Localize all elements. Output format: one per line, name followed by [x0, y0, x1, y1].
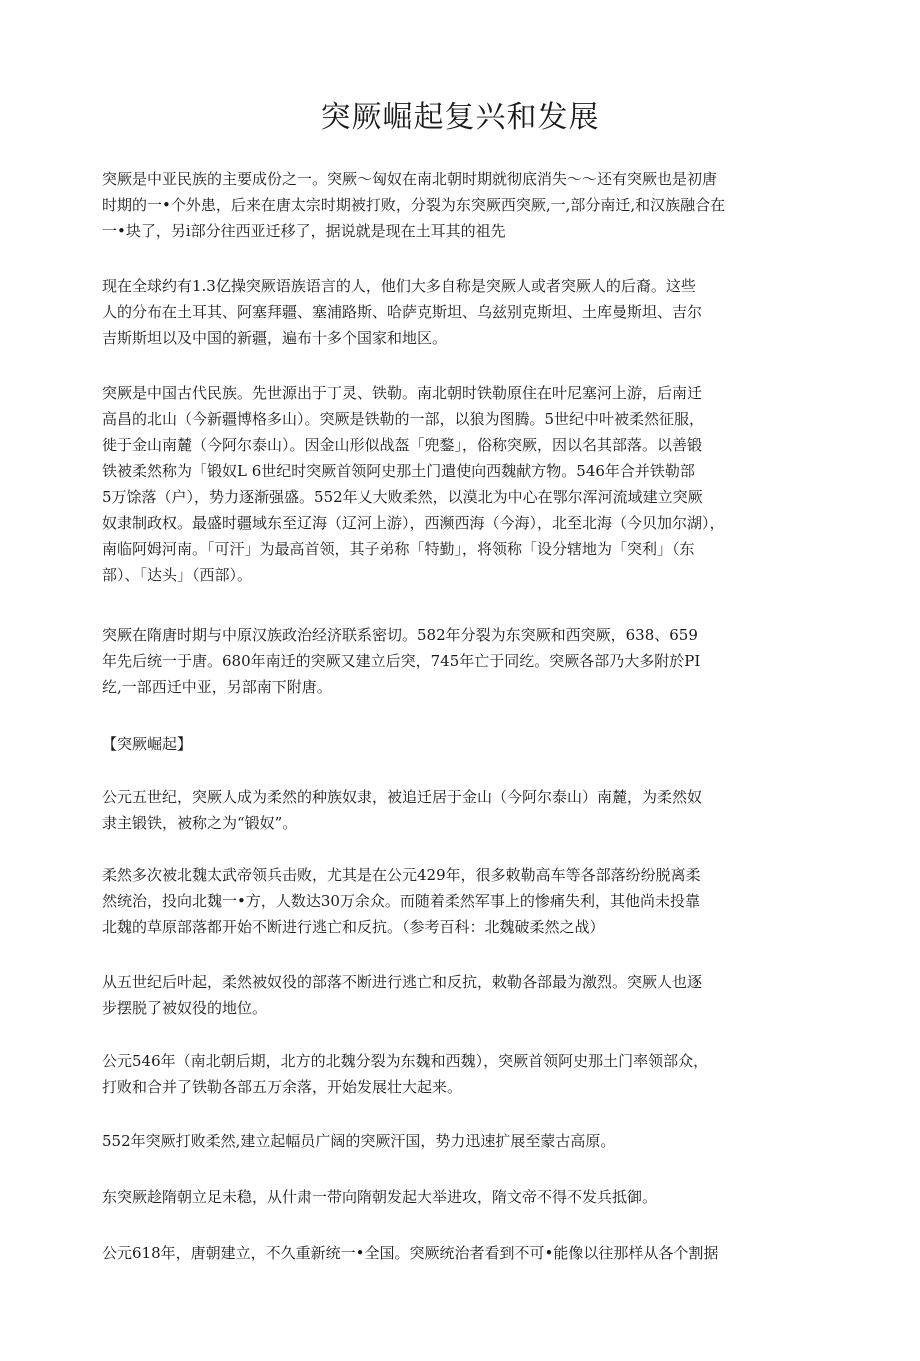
paragraph-line: 公元618年，唐朝建立，不久重新统一•全国。突厥统治者看到不可•能像以往那样从各个割据 — [102, 1244, 719, 1262]
section-paragraph-7 — [102, 1240, 802, 1266]
paragraph-line: 南临阿姆河南。「可汗」为最高首领，其子弟称「特勤」，将领称「设分辖地为「突利」（东 — [102, 540, 695, 558]
paragraph-line: 铁被柔然称为「锻奴L 6世纪时突厥首领阿史那土门遣使向西魏献方物。546年合并铁勒部 — [102, 462, 695, 480]
section-heading: 【突厥崛起】 — [102, 735, 193, 753]
paragraph-line: 步摆脱了被奴役的地位。 — [102, 999, 268, 1017]
paragraph-line: 突厥在隋唐时期与中原汉族政治经济联系密切。582年分裂为东突厥和西突厥，638、659 — [102, 626, 698, 644]
paragraph-line: 突厥是中亚民族的主要成份之一。突厥～匈奴在南北朝时期就彻底消失～～还有突厥也是初唐 — [102, 170, 718, 188]
paragraph-line: 打败和合并了铁勒各部五万余落，开始发展壮大起来。 — [102, 1078, 463, 1096]
paragraph-line: 公元546年（南北朝后期，北方的北魏分裂为东魏和西魏），突厥首领阿史那土门率领部众， — [102, 1052, 709, 1070]
paragraph-line: 时期的一•个外患，后来在唐太宗时期被打败，分裂为东突厥西突厥,一,部分南迁,和汉族融合在 — [102, 196, 726, 214]
paragraph-line: 552年突厥打败柔然,建立起幅员广阔的突厥汗国，势力迅速扩展至蒙古高原。 — [102, 1132, 616, 1150]
paragraph-line: 突厥是中国古代民族。先世源出于丁灵、铁勒。南北朝时铁勒原住在叶尼塞河上游，后南迁 — [102, 384, 703, 402]
paragraph-line: 隶主锻铁，被称之为“锻奴”。 — [102, 814, 298, 832]
section-paragraph-1 — [102, 784, 802, 836]
paragraph-line: 纥,一部西迁中亚，另部南下附唐。 — [102, 678, 332, 696]
paragraph-line: 部）、「达头」（西部）。 — [102, 566, 253, 584]
section-paragraph-5 — [102, 1128, 802, 1154]
paragraph-line: 人的分布在土耳其、阿塞拜疆、塞浦路斯、哈萨克斯坦、乌兹别克斯坦、土库曼斯坦、吉尔 — [102, 303, 703, 321]
paragraph-line: 吉斯斯坦以及中国的新疆，遍布十多个国家和地区。 — [102, 329, 448, 347]
paragraph-line: 现在全球约有1.3亿操突厥语族语言的人，他们大多自称是突厥人或者突厥人的后裔。这些 — [102, 277, 696, 295]
paragraph-2 — [102, 273, 802, 351]
paragraph-line: 公元五世纪，突厥人成为柔然的种族奴隶，被追迁居于金山（今阿尔泰山）南麓，为柔然奴 — [102, 788, 703, 806]
paragraph-line: 一•块了，另i部分往西亚迁移了，据说就是现在土耳其的祖先 — [102, 222, 506, 240]
section-paragraph-3 — [102, 969, 802, 1021]
section-paragraph-6 — [102, 1184, 802, 1210]
paragraph-line: 高昌的北山（今新疆博格多山）。突厥是铁勒的一部，以狼为图腾。5世纪中叶被柔然征服， — [102, 410, 705, 428]
paragraph-line: 从五世纪后叶起，柔然被奴役的部落不断进行逃亡和反抗，敕勒各部最为激烈。突厥人也逐 — [102, 973, 703, 991]
paragraph-line: 奴隶制政权。最盛时疆域东至辽海（辽河上游），西濒西海（今海），北至北海（今贝加尔湖）， — [102, 514, 725, 532]
paragraph-line: 东突厥趁隋朝立足未稳，从什肃一带向隋朝发起大举进攻，隋文帝不得不发兵抵御。 — [102, 1188, 658, 1206]
paragraph-line: 年先后统一于唐。680年南迁的突厥又建立后突，745年亡于同纥。突厥各部乃大多附於PI — [102, 652, 701, 670]
paragraph-1 — [102, 166, 802, 244]
paragraph-line: 柔然多次被北魏太武帝领兵击败，尤其是在公元429年，很多敕勒高车等各部落纷纷脱离柔 — [102, 866, 701, 884]
document-title: 突厥崛起复兴和发展 — [320, 100, 600, 135]
paragraph-line: 徙于金山南麓（今阿尔泰山）。因金山形似战盔「兜鍪」，俗称突厥，因以名其部落。以善锻 — [102, 436, 703, 454]
paragraph-3 — [102, 380, 802, 588]
paragraph-line: 然统治，投向北魏一•方，人数达30万余众。而随着柔然军事上的惨痛失利，其他尚未投靠 — [102, 892, 700, 910]
paragraph-line: 北魏的草原部落都开始不断进行逃亡和反抗。（参考百科：北魏破柔然之战） — [102, 918, 605, 936]
paragraph-line: 5万馀落（户），势力逐渐强盛。552年乂大败柔然，以漠北为中心在鄂尔浑河流域建立突厥 — [102, 488, 703, 506]
section-paragraph-4 — [102, 1048, 802, 1100]
section-paragraph-2 — [102, 862, 802, 940]
paragraph-4 — [102, 622, 802, 700]
